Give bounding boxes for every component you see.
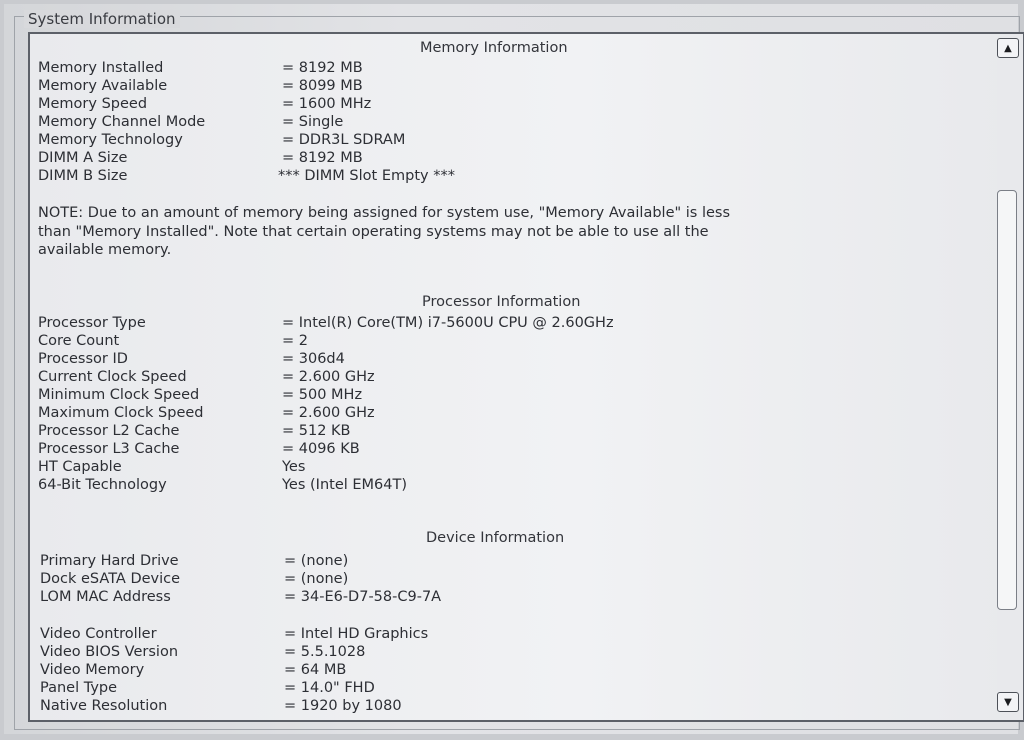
row-label: Dock eSATA Device — [40, 571, 181, 587]
row-value: *** DIMM Slot Empty *** — [278, 168, 455, 184]
scroll-thumb[interactable] — [997, 190, 1017, 610]
processor-heading: Processor Information — [422, 294, 581, 310]
row-label: Memory Available — [38, 78, 168, 94]
row-value: = Intel HD Graphics — [284, 626, 429, 642]
row-value: = 8192 MB — [282, 150, 363, 166]
row-label: Primary Hard Drive — [40, 553, 179, 569]
row-value: Yes (Intel EM64T) — [282, 477, 408, 493]
row-value: = 306d4 — [282, 351, 345, 367]
row-label: 64-Bit Technology — [38, 477, 167, 493]
row-value: = Single — [282, 114, 344, 130]
row-label: Processor ID — [38, 351, 128, 367]
row-value: = 1920 by 1080 — [284, 698, 402, 714]
row-label: Memory Channel Mode — [38, 114, 206, 130]
row-value: = 8099 MB — [282, 78, 363, 94]
vertical-scrollbar[interactable] — [995, 36, 1021, 716]
row-label: Processor L3 Cache — [38, 441, 180, 457]
row-value: = (none) — [284, 553, 349, 569]
row-label: Video BIOS Version — [40, 644, 179, 660]
row-label: Core Count — [38, 333, 120, 349]
note-line: available memory. — [38, 242, 172, 258]
row-value: = 1600 MHz — [282, 96, 372, 112]
row-label: Maximum Clock Speed — [38, 405, 204, 421]
memory-note — [38, 204, 898, 260]
row-label: Processor L2 Cache — [38, 423, 180, 439]
row-label: Current Clock Speed — [38, 369, 187, 385]
row-label: Memory Speed — [38, 96, 148, 112]
arrow-up-icon: ▲ — [1004, 42, 1012, 54]
row-value: = 500 MHz — [282, 387, 363, 403]
row-value: Yes — [282, 459, 306, 475]
note-line: NOTE: Due to an amount of memory being assigned for system use, "Memory Available" is less — [38, 205, 731, 221]
row-value: = (none) — [284, 571, 349, 587]
row-value: = 5.5.1028 — [284, 644, 366, 660]
row-value: = 512 KB — [282, 423, 351, 439]
row-label: Video Controller — [40, 626, 157, 642]
device-heading: Device Information — [426, 530, 565, 546]
row-value: = Intel(R) Core(TM) i7-5600U CPU @ 2.60GHz — [282, 315, 614, 331]
info-panel[interactable] — [28, 32, 1024, 722]
note-line: than "Memory Installed". Note that certain operating systems may not be able to use all the — [38, 223, 709, 240]
scroll-up-button[interactable] — [997, 38, 1019, 58]
row-label: Minimum Clock Speed — [38, 387, 200, 403]
row-label: DIMM B Size — [38, 168, 128, 184]
row-value: = 2.600 GHz — [282, 405, 375, 421]
row-label: Processor Type — [38, 315, 146, 331]
row-value: = 34-E6-D7-58-C9-7A — [284, 589, 442, 605]
system-information-window — [4, 4, 1018, 734]
row-label: Memory Installed — [38, 60, 164, 76]
group-title: System Information — [24, 10, 180, 28]
info-content — [34, 38, 986, 716]
row-value: = DDR3L SDRAM — [282, 132, 406, 148]
row-value: = 14.0" FHD — [284, 680, 375, 696]
row-value: = 2 — [282, 333, 308, 349]
arrow-down-icon: ▼ — [1004, 696, 1012, 708]
scroll-down-button[interactable] — [997, 692, 1019, 712]
row-label: Panel Type — [40, 680, 118, 696]
row-label: LOM MAC Address — [40, 589, 171, 605]
row-label: Video Memory — [40, 662, 145, 678]
row-value: = 64 MB — [284, 662, 347, 678]
row-value: = 2.600 GHz — [282, 369, 375, 385]
row-label: DIMM A Size — [38, 150, 128, 166]
row-label: HT Capable — [38, 459, 122, 475]
row-value: = 8192 MB — [282, 60, 363, 76]
row-value: = 4096 KB — [282, 441, 360, 457]
row-label: Memory Technology — [38, 132, 183, 148]
row-label: Native Resolution — [40, 698, 168, 714]
memory-heading: Memory Information — [420, 40, 568, 56]
